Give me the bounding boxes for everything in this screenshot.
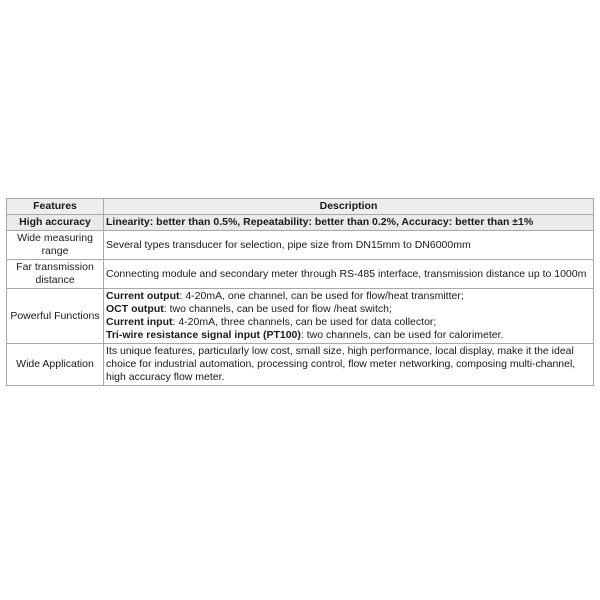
description-cell: Linearity: better than 0.5%, Repeatability: better than 0.2%, Accuracy: better than ±1% (104, 215, 594, 231)
table-row-far-transmission (7, 260, 594, 289)
function-text: : two channels, can be used for flow /heat switch; (163, 303, 392, 315)
description-cell (104, 289, 594, 344)
function-line-tri-wire-input (106, 329, 591, 342)
function-label: Tri-wire resistance signal input (PT100) (106, 329, 301, 341)
feature-cell: High accuracy (7, 215, 104, 231)
function-label: Current input (106, 316, 173, 328)
function-text: : two channels, can be used for calorimeter. (300, 329, 504, 341)
feature-cell: Powerful Functions (7, 289, 104, 344)
description-cell: Its unique features, particularly low cost, small size, high performance, local display, make it the ideal choice for industrial automation, processing control, flow meter networking, composing multi-channel, high accuracy flow meter. (104, 344, 594, 386)
function-line-current-output (106, 290, 591, 303)
function-label: Current output (106, 290, 180, 302)
table-header-row (7, 199, 594, 215)
description-cell: Connecting module and secondary meter through RS-485 interface, transmission distance up to 1000m (104, 260, 594, 289)
header-description: Description (104, 199, 594, 215)
function-line-current-input (106, 316, 591, 329)
table-row-high-accuracy (7, 215, 594, 231)
feature-cell: Wide Application (7, 344, 104, 386)
feature-cell: Wide measuring range (7, 231, 104, 260)
feature-cell: Far transmission distance (7, 260, 104, 289)
table-row-powerful-functions (7, 289, 594, 344)
function-line-oct-output (106, 303, 591, 316)
header-features: Features (7, 199, 104, 215)
function-label: OCT output (106, 303, 164, 315)
function-text: : 4-20mA, three channels, can be used for data collector; (172, 316, 437, 328)
table-row-wide-measuring-range (7, 231, 594, 260)
description-cell: Several types transducer for selection, pipe size from DN15mm to DN6000mm (104, 231, 594, 260)
features-table (6, 198, 594, 386)
function-text: : 4-20mA, one channel, can be used for flow/heat transmitter; (179, 290, 464, 302)
table-row-wide-application (7, 344, 594, 386)
